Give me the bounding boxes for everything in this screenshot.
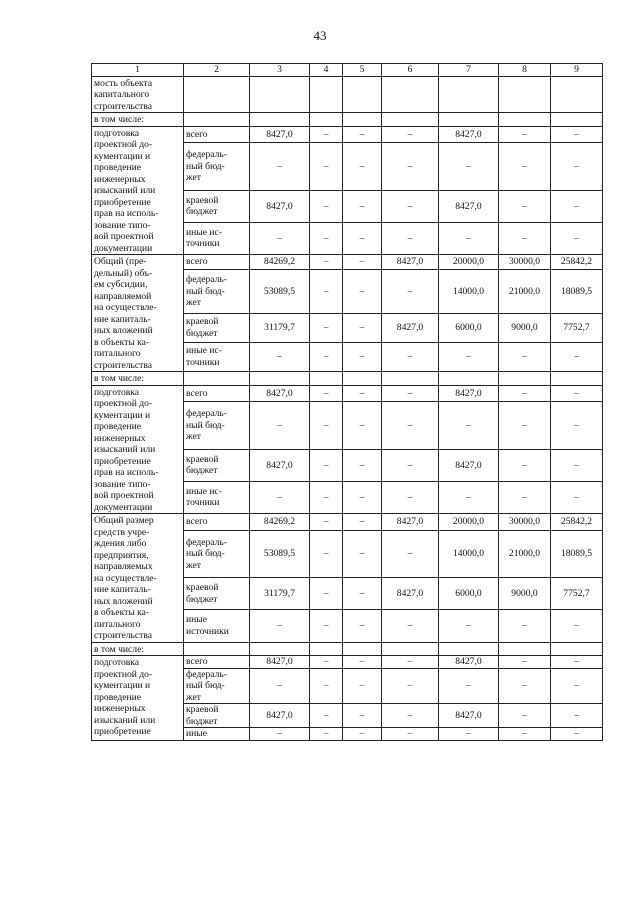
- funding-source: федераль- ный бюд- жет: [184, 143, 250, 191]
- value-cell: 18089,5: [551, 530, 603, 578]
- value-cell: –: [382, 270, 439, 313]
- section-label: подготовка проектной до- кументации и проведение инженерных изысканий или приобретение прав на исполь- зование типо- вой проектной документации: [92, 385, 184, 514]
- value-cell: 7752,7: [551, 578, 603, 610]
- value-cell: –: [382, 668, 439, 704]
- value-cell: 6000,0: [439, 578, 499, 610]
- value-cell: –: [343, 402, 382, 450]
- value-cell: –: [439, 728, 499, 741]
- value-cell: –: [343, 342, 382, 371]
- value-cell: 8427,0: [382, 578, 439, 610]
- funding-source: иные ис- точники: [184, 481, 250, 513]
- funding-source: всего: [184, 126, 250, 143]
- value-cell: 9000,0: [499, 578, 551, 610]
- section-label: Общий (пре- дельный) объ- ем субсидии, направляемой на осуществле- ние капиталь- ных вложений в объекты ка- питального строительства: [92, 255, 184, 372]
- value-cell: –: [382, 704, 439, 728]
- section-label-row: [92, 642, 603, 656]
- funding-source: федераль- ный бюд- жет: [184, 668, 250, 704]
- value-cell: –: [310, 222, 343, 254]
- value-cell: –: [382, 449, 439, 481]
- value-cell: –: [310, 126, 343, 143]
- column-header: 8: [499, 64, 551, 77]
- value-cell: –: [250, 402, 310, 450]
- value-cell: –: [343, 385, 382, 402]
- value-cell: 9000,0: [499, 313, 551, 342]
- value-cell: –: [439, 481, 499, 513]
- column-header: 5: [343, 64, 382, 77]
- header-row: [92, 64, 603, 77]
- value-cell: –: [551, 728, 603, 741]
- value-cell: 25842,2: [551, 255, 603, 270]
- value-cell: 84269,2: [250, 514, 310, 531]
- value-cell: –: [343, 728, 382, 741]
- column-header: 1: [92, 64, 184, 77]
- value-cell: –: [250, 668, 310, 704]
- value-cell: –: [250, 342, 310, 371]
- value-cell: –: [310, 728, 343, 741]
- value-cell: –: [382, 402, 439, 450]
- value-cell: –: [250, 481, 310, 513]
- funding-source: федераль- ный бюд- жет: [184, 402, 250, 450]
- value-cell: –: [343, 530, 382, 578]
- value-cell: –: [382, 385, 439, 402]
- table-row: [92, 126, 603, 143]
- value-cell: –: [439, 342, 499, 371]
- empty-cell: [250, 113, 310, 127]
- table-row: [92, 656, 603, 669]
- section-label: подготовка проектной до- кументации и проведение инженерных изысканий или приобретение: [92, 656, 184, 741]
- empty-cell: [250, 642, 310, 656]
- value-cell: –: [382, 610, 439, 642]
- value-cell: –: [499, 402, 551, 450]
- value-cell: –: [382, 126, 439, 143]
- budget-table: [91, 63, 603, 741]
- value-cell: –: [250, 610, 310, 642]
- empty-cell: [382, 113, 439, 127]
- value-cell: 8427,0: [250, 126, 310, 143]
- value-cell: –: [551, 481, 603, 513]
- value-cell: 20000,0: [439, 514, 499, 531]
- funding-source: федераль- ный бюд- жет: [184, 270, 250, 313]
- value-cell: –: [551, 190, 603, 222]
- empty-cell: [310, 642, 343, 656]
- empty-cell: [184, 642, 250, 656]
- empty-cell: [310, 113, 343, 127]
- value-cell: –: [499, 126, 551, 143]
- value-cell: 8427,0: [439, 704, 499, 728]
- funding-source: иные источники: [184, 610, 250, 642]
- empty-cell: [551, 642, 603, 656]
- value-cell: 14000,0: [439, 530, 499, 578]
- value-cell: –: [250, 143, 310, 191]
- value-cell: 8427,0: [439, 656, 499, 669]
- value-cell: –: [439, 610, 499, 642]
- column-header: 6: [382, 64, 439, 77]
- empty-cell: [343, 76, 382, 113]
- empty-cell: [343, 372, 382, 386]
- value-cell: –: [551, 704, 603, 728]
- value-cell: –: [343, 270, 382, 313]
- value-cell: –: [343, 481, 382, 513]
- value-cell: –: [499, 143, 551, 191]
- value-cell: –: [499, 728, 551, 741]
- table-row: [92, 514, 603, 531]
- funding-source: всего: [184, 656, 250, 669]
- table-row: [92, 255, 603, 270]
- value-cell: –: [551, 342, 603, 371]
- empty-cell: [439, 372, 499, 386]
- empty-cell: [382, 642, 439, 656]
- value-cell: –: [343, 656, 382, 669]
- funding-source: краевой бюджет: [184, 313, 250, 342]
- empty-cell: [439, 113, 499, 127]
- section-label-row: [92, 372, 603, 386]
- value-cell: 31179,7: [250, 578, 310, 610]
- empty-cell: [343, 113, 382, 127]
- empty-cell: [382, 372, 439, 386]
- value-cell: –: [499, 668, 551, 704]
- value-cell: –: [499, 704, 551, 728]
- table-row: [92, 385, 603, 402]
- section-label-row: [92, 113, 603, 127]
- value-cell: 8427,0: [439, 449, 499, 481]
- funding-source: всего: [184, 385, 250, 402]
- value-cell: 14000,0: [439, 270, 499, 313]
- value-cell: 20000,0: [439, 255, 499, 270]
- empty-cell: [499, 372, 551, 386]
- value-cell: –: [310, 313, 343, 342]
- value-cell: –: [343, 143, 382, 191]
- section-label: мость объекта капитального строительства: [92, 76, 184, 113]
- empty-cell: [184, 113, 250, 127]
- section-label: в том числе:: [92, 372, 184, 386]
- value-cell: 30000,0: [499, 255, 551, 270]
- empty-cell: [551, 76, 603, 113]
- column-header: 3: [250, 64, 310, 77]
- value-cell: –: [382, 190, 439, 222]
- funding-source: иные ис- точники: [184, 222, 250, 254]
- value-cell: –: [499, 222, 551, 254]
- value-cell: 8427,0: [439, 385, 499, 402]
- empty-cell: [551, 113, 603, 127]
- value-cell: –: [551, 222, 603, 254]
- page-number: 43: [313, 28, 327, 43]
- value-cell: –: [343, 126, 382, 143]
- value-cell: –: [343, 190, 382, 222]
- value-cell: 21000,0: [499, 270, 551, 313]
- column-header: 4: [310, 64, 343, 77]
- value-cell: –: [551, 656, 603, 669]
- column-header: 9: [551, 64, 603, 77]
- value-cell: –: [310, 578, 343, 610]
- funding-source: краевой бюджет: [184, 578, 250, 610]
- funding-source: иные: [184, 728, 250, 741]
- value-cell: –: [310, 449, 343, 481]
- section-label: в том числе:: [92, 113, 184, 127]
- empty-cell: [439, 642, 499, 656]
- empty-cell: [499, 76, 551, 113]
- empty-cell: [439, 76, 499, 113]
- empty-cell: [343, 642, 382, 656]
- value-cell: –: [551, 385, 603, 402]
- value-cell: 31179,7: [250, 313, 310, 342]
- funding-source: федераль- ный бюд- жет: [184, 530, 250, 578]
- value-cell: 8427,0: [382, 514, 439, 531]
- value-cell: –: [551, 449, 603, 481]
- value-cell: 18089,5: [551, 270, 603, 313]
- value-cell: 8427,0: [439, 126, 499, 143]
- value-cell: –: [382, 656, 439, 669]
- value-cell: 53089,5: [250, 270, 310, 313]
- value-cell: –: [382, 728, 439, 741]
- value-cell: –: [499, 190, 551, 222]
- value-cell: –: [310, 270, 343, 313]
- empty-cell: [250, 76, 310, 113]
- value-cell: –: [382, 143, 439, 191]
- value-cell: –: [439, 668, 499, 704]
- value-cell: 53089,5: [250, 530, 310, 578]
- value-cell: 8427,0: [439, 190, 499, 222]
- value-cell: –: [439, 222, 499, 254]
- value-cell: –: [382, 530, 439, 578]
- value-cell: 8427,0: [382, 313, 439, 342]
- empty-cell: [184, 76, 250, 113]
- value-cell: –: [499, 656, 551, 669]
- section-label: в том числе:: [92, 642, 184, 656]
- funding-source: краевой бюджет: [184, 190, 250, 222]
- value-cell: –: [499, 385, 551, 402]
- section-label: Общий размер средств учре- ждения либо предприятия, направляемых на осуществле- ние капиталь- ных вложений в объекты ка- питального строительства: [92, 514, 184, 643]
- value-cell: 25842,2: [551, 514, 603, 531]
- funding-source: краевой бюджет: [184, 704, 250, 728]
- value-cell: –: [310, 190, 343, 222]
- empty-cell: [551, 372, 603, 386]
- value-cell: –: [551, 126, 603, 143]
- value-cell: –: [499, 481, 551, 513]
- empty-cell: [250, 372, 310, 386]
- empty-cell: [310, 76, 343, 113]
- empty-cell: [184, 372, 250, 386]
- value-cell: –: [382, 222, 439, 254]
- value-cell: 21000,0: [499, 530, 551, 578]
- value-cell: –: [310, 530, 343, 578]
- value-cell: –: [310, 656, 343, 669]
- value-cell: –: [310, 668, 343, 704]
- value-cell: –: [310, 385, 343, 402]
- value-cell: –: [343, 578, 382, 610]
- value-cell: –: [343, 449, 382, 481]
- value-cell: –: [382, 481, 439, 513]
- value-cell: –: [250, 222, 310, 254]
- value-cell: –: [250, 728, 310, 741]
- value-cell: –: [343, 514, 382, 531]
- empty-cell: [310, 372, 343, 386]
- value-cell: –: [310, 514, 343, 531]
- empty-cell: [499, 642, 551, 656]
- value-cell: –: [499, 449, 551, 481]
- value-cell: –: [551, 610, 603, 642]
- value-cell: –: [343, 313, 382, 342]
- value-cell: –: [310, 610, 343, 642]
- value-cell: –: [310, 255, 343, 270]
- value-cell: 8427,0: [250, 704, 310, 728]
- value-cell: –: [343, 610, 382, 642]
- value-cell: –: [499, 610, 551, 642]
- value-cell: –: [310, 143, 343, 191]
- empty-cell: [499, 113, 551, 127]
- value-cell: 8427,0: [250, 190, 310, 222]
- value-cell: 8427,0: [250, 449, 310, 481]
- value-cell: –: [382, 342, 439, 371]
- value-cell: 6000,0: [439, 313, 499, 342]
- value-cell: –: [343, 222, 382, 254]
- value-cell: –: [551, 402, 603, 450]
- funding-source: иные ис- точники: [184, 342, 250, 371]
- column-header: 2: [184, 64, 250, 77]
- value-cell: –: [310, 481, 343, 513]
- value-cell: 8427,0: [250, 385, 310, 402]
- value-cell: 8427,0: [382, 255, 439, 270]
- value-cell: 8427,0: [250, 656, 310, 669]
- funding-source: всего: [184, 255, 250, 270]
- value-cell: –: [343, 255, 382, 270]
- value-cell: –: [310, 402, 343, 450]
- value-cell: 7752,7: [551, 313, 603, 342]
- value-cell: –: [499, 342, 551, 371]
- value-cell: –: [551, 143, 603, 191]
- section-label-row: [92, 76, 603, 113]
- value-cell: 84269,2: [250, 255, 310, 270]
- value-cell: –: [551, 668, 603, 704]
- empty-cell: [382, 76, 439, 113]
- funding-source: всего: [184, 514, 250, 531]
- section-label: подготовка проектной до- кументации и проведение инженерных изысканий или приобретение прав на исполь- зование типо- вой проектной документации: [92, 126, 184, 255]
- value-cell: –: [343, 704, 382, 728]
- funding-source: краевой бюджет: [184, 449, 250, 481]
- value-cell: –: [343, 668, 382, 704]
- value-cell: –: [310, 704, 343, 728]
- value-cell: –: [439, 402, 499, 450]
- column-header: 7: [439, 64, 499, 77]
- value-cell: 30000,0: [499, 514, 551, 531]
- value-cell: –: [439, 143, 499, 191]
- value-cell: –: [310, 342, 343, 371]
